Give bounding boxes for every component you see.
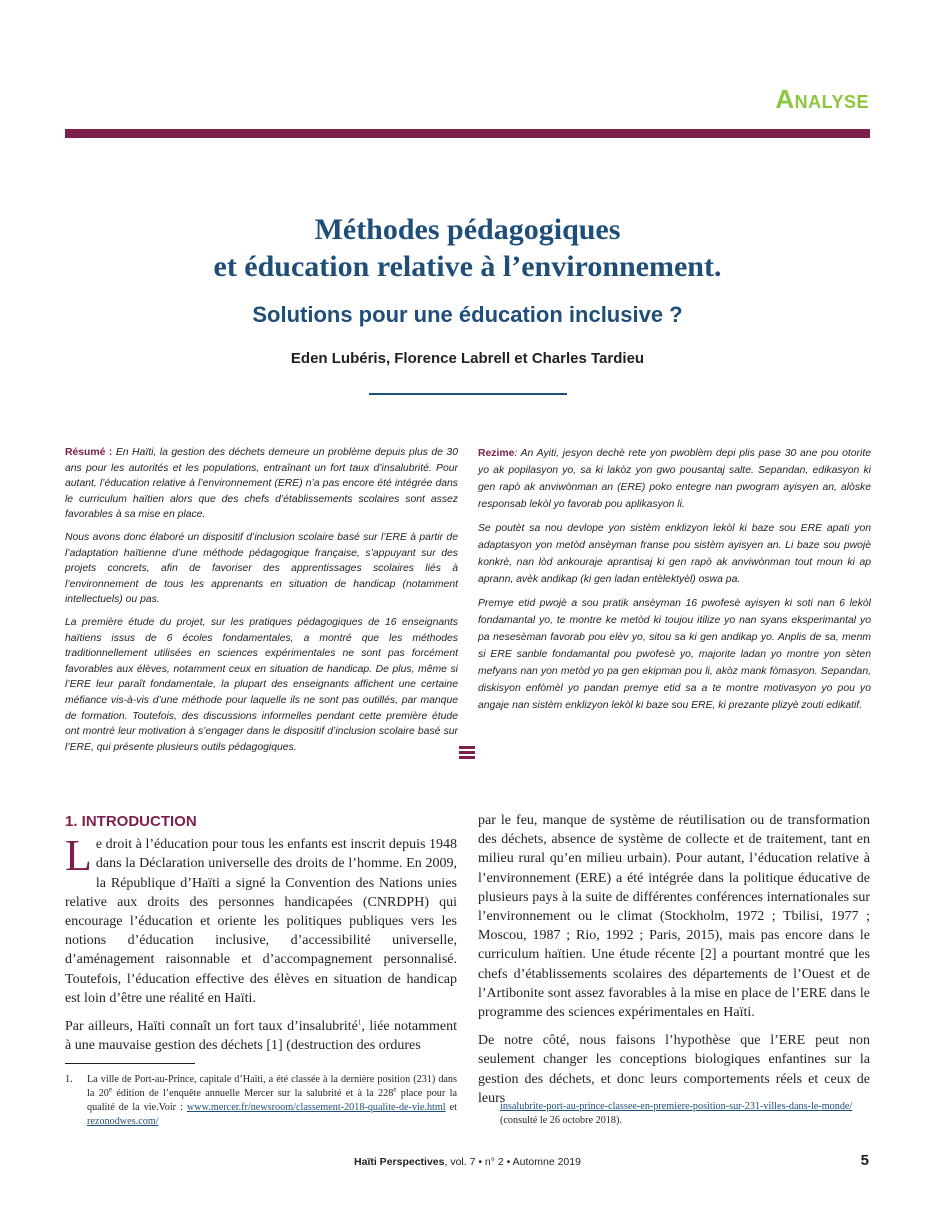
header-rule xyxy=(65,129,870,138)
footnote-text: (consulté le 26 octobre 2018). xyxy=(500,1115,622,1126)
footnote-ref[interactable]: 1 xyxy=(357,1018,362,1027)
article-subtitle: Solutions pour une éducation inclusive ? xyxy=(252,302,683,327)
separator-menu-icon xyxy=(459,746,475,760)
drop-cap: L xyxy=(65,831,92,881)
section-heading-introduction: 1. INTRODUCTION xyxy=(65,813,197,830)
title-block xyxy=(0,211,935,367)
journal-issue: , vol. 7 • n° 2 • Automne 2019 xyxy=(444,1156,581,1168)
abstract-french xyxy=(65,445,458,762)
page-footer xyxy=(0,1156,935,1168)
body-paragraph xyxy=(65,831,457,1008)
footnote-rule xyxy=(65,1063,195,1064)
body-text: , liée notamment à une mauvaise gestion des déchets [1] (destruction des ordures xyxy=(65,1019,457,1054)
footnote-number: 1. xyxy=(65,1074,73,1085)
footnote-link-rezonodwes-cont[interactable]: insalubrite-port-au-prince-classee-en-premiere-position-sur-231-villes-dans-le-monde/ xyxy=(500,1101,853,1112)
body-text: Par ailleurs, Haïti connaît un fort taux d’insalubrité xyxy=(65,1019,358,1035)
body-column-left xyxy=(65,812,457,1064)
abstract-ht-text: : An Ayiti, jesyon dechè rete yon pwoblèm depi plis pase 30 ane pou otorite yo ak popilasyon yo, sa ki lakòz yon gwo pousantaj salte. Sepandan, edikasyon ki gen rapò ak anviwònman an (ERE) poko entegre nan pwogram ayisyen an, alòske responsab lekòl yo favorab pou aplikasyon li. xyxy=(478,448,871,510)
footnote-text: La ville de Port-au-Prince, capitale d’Haïti, a été classée à la dernière position (231) dans la 20e édition de l’enquête annuelle Mercer sur la salubrité et à la 228e place pour la qualité de la vie.Voir : www.mercer.fr/newsroom/classement-2018-qualite-de-vie.html et rezonodwes.com/ xyxy=(87,1074,457,1127)
article-title-line-1: Méthodes pédagogiques xyxy=(314,213,621,246)
section-label: Analyse xyxy=(775,84,869,114)
body-paragraph xyxy=(65,1017,457,1055)
body-paragraph: par le feu, manque de système de réutilisation ou de transformation des déchets, absence de système de collecte et de traitement, tant en milieu rural qu’en milieu urbain). Pour autant, l’éducation relative à l’environnement (ERE) a été intégrée dans la politique éducative de plusieurs pays à la suite de différentes conférences internationales sur l’environnement ou le climat (Stockholm, 1972 ; Tbilisi, 1977 ; Moscou, 1987 ; Rio, 1992 ; Paris, 2015), mais pas encore dans le curriculum haïtien. Une étude récente [2] a pourtant montré que les chefs d’établissements scolaires des départements de l’Ouest et de l’Artibonite sont assez favorables à la mise en place de l’ERE dans le programme des sciences expérimentales en Haïti. xyxy=(478,813,870,1021)
footnote-link-mercer[interactable]: www.mercer.fr/newsroom/classement-2018-qualite-de-vie.html xyxy=(186,1102,446,1113)
journal-name: Haïti Perspectives xyxy=(354,1156,445,1168)
abstract-fr-paragraph: La première étude du projet, sur les pratiques pédagogiques de 16 enseignants haïtiens issus de 6 écoles fondamentales, a montré que les méthodes traditionnellement utilisées en sciences expérimentales ne sont pas forcément favorables aux élèves, notamment ceux en situation de handicap. De plus, même si l’ERE leur paraît fondamentale, la plupart des enseignants affichent une certaine méfiance vis-à-vis d’une méthode pour laquelle ils ne sont pas outillés, par manque de formation. Toutefois, des discussions informelles pendant cette première étude ont montré leur motivation à s’engager dans le dispositif d’inclusion scolaire basé sur l’ERE, qui présente plusieurs outils pédagogiques. xyxy=(65,616,458,753)
body-paragraph: De notre côté, nous faisons l’hypothèse que l’ERE peut non seulement changer les conceptions biologiques enfantines sur la gestion des déchets, et donc leurs comportements réels et ceux de leurs xyxy=(478,1033,870,1106)
page-number: 5 xyxy=(860,1152,869,1169)
abstract-ht-paragraph: Premye etid pwojè a sou pratik ansèyman 16 pwofesè ayisyen ki soti nan 6 lekòl fondamantal yo, te montre ke metòd ki toujou itilize yo nan syans eksperimantal yo pa nesesèman favorab pou elèv yo, sitou sa ki gen andikap yo. Anplis de sa, menm si ERE sanble fondamantal pou pwofesè yo, majorite ladan yo montre yon sèten mefyans nan yon metòd yo pa gen ekipman pou li, akòz mank fòmasyon. Sepandan, diskisyon enfòmèl yo pandan premye etid sa a te montre motivasyon yo pou yo angaje nan sistèm enklizyon lekòl ki baze sou ERE, ki prezante plizyè zouti edikatif. xyxy=(478,598,871,711)
body-text: e droit à l’éducation pour tous les enfants est inscrit depuis 1948 dans la Déclaration universelle des droits de l’homme. En 2009, la République d’Haïti a signé la Convention des Nations unies relative aux droits des personnes handicapées (CNRDPH) qui encourage l’éducation et oriente les politiques publiques vers les notions d’éducation inclusive, d’accessibilité universelle, d’aménagement raisonnable et d’accompagnement personnalisé. Toutefois, l’éducation effective des élèves en situation de handicap est loin d’être une réalité en Haïti. xyxy=(65,837,457,1006)
footnote-link-rezonodwes[interactable]: rezonodwes.com/ xyxy=(87,1116,159,1127)
abstract-fr-paragraph xyxy=(65,445,458,523)
abstract-fr-label: Résumé : xyxy=(65,447,113,458)
body-column-right xyxy=(478,811,870,1117)
abstract-ht-label: Rezime xyxy=(478,448,515,459)
abstract-ht-paragraph xyxy=(478,445,871,513)
title-rule xyxy=(369,393,567,395)
abstract-fr-text: En Haïti, la gestion des déchets demeure un problème depuis plus de 30 ans pour les autorités et les populations, entraînant un fort taux d’insalubrité. Pour autant, l’éducation relative à l’environnement (ERE) n’a pas encore été intégrée dans le curriculum haïtien alors que des chefs d’établissements scolaires sont assez favorables à sa mise en place. xyxy=(65,447,458,521)
article-title-line-2: et éducation relative à l’environnement. xyxy=(213,250,722,283)
footnote xyxy=(65,1073,457,1129)
abstract-fr-paragraph: Nous avons donc élaboré un dispositif d’inclusion scolaire basé sur l’ERE à partir de l’adaptation haïtienne d’une méthode pédagogique française, s’appuyant sur des projets concrets, afin de favoriser des apprentissages scolaires liés à l’environnement de tous les apprenants en situation de handicap (notamment intellectuels) ou pas. xyxy=(65,531,458,606)
abstract-creole xyxy=(478,445,871,721)
article-authors: Eden Lubéris, Florence Labrell et Charles Tardieu xyxy=(290,350,645,367)
footnote-continuation xyxy=(500,1100,870,1128)
abstract-ht-paragraph: Se poutèt sa nou devlope yon sistèm enklizyon lekòl ki baze sou ERE apati yon adaptasyon yon metòd ansèyman franse pou sistèm ayisyen an. Li baze sou pwojè konkrè, nan lòd ankouraje aprantisaj ki gen rapò ak anviwònman tout moun ki ap aprann, avèk andikap (ki gen ladan entèlektyèl) oswa pa. xyxy=(478,523,871,585)
